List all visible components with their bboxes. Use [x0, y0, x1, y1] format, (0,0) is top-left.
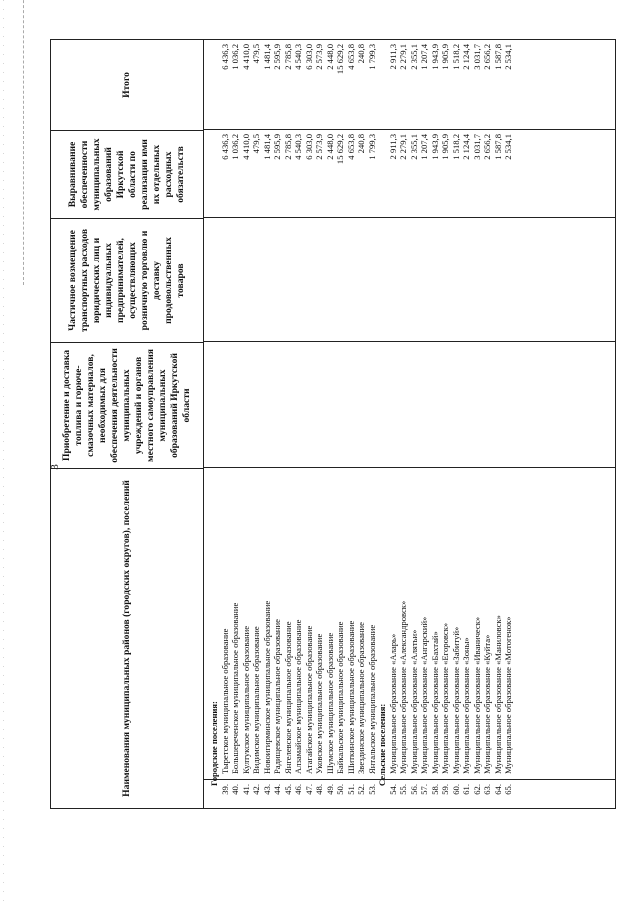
- table-row: [472, 40, 483, 808]
- row-equalization-value: 1 905,9: [440, 134, 450, 160]
- row-name: Новоигирминское муниципальное образование: [261, 600, 272, 774]
- row-total-value: 2 534,1: [503, 44, 513, 70]
- table-row: [461, 40, 472, 808]
- row-total-value: 479,5: [251, 44, 261, 64]
- row-name: Янгелевское муниципальное образование: [282, 621, 293, 774]
- row-name: Радищевское муниципальное образование: [272, 619, 282, 774]
- table-row: [388, 40, 399, 808]
- row-total-value: 1 518,2: [450, 44, 461, 70]
- row-name: Муниципальное образование «Куйта»: [482, 634, 492, 774]
- row-number: 40.: [230, 784, 240, 795]
- row-number: 59.: [440, 784, 450, 795]
- row-equalization-value: 2 573,9: [314, 134, 324, 160]
- row-name: Муниципальное образование «Ангарский»: [419, 616, 429, 774]
- row-equalization-value: 1 518,2: [450, 134, 461, 160]
- row-equalization-value: 2 279,1: [398, 134, 408, 160]
- row-name: Муниципальное образование «Бахтай»: [429, 631, 440, 774]
- table-row: [493, 40, 504, 808]
- row-equalization-value: 4 653,8: [345, 134, 356, 160]
- row-number: 45.: [282, 784, 293, 795]
- table-row: [409, 40, 420, 808]
- table-row: [430, 40, 441, 808]
- row-number: 63.: [482, 784, 492, 795]
- table-row: [304, 40, 315, 808]
- row-equalization-value: 1 799,3: [366, 134, 377, 160]
- row-equalization-value: 6 303,0: [303, 134, 314, 160]
- table-row: [325, 40, 336, 808]
- table-row: [503, 40, 514, 808]
- row-equalization-value: 15 629,2: [335, 134, 345, 165]
- row-total-value: 1 587,8: [492, 44, 503, 70]
- table-row: [419, 40, 430, 808]
- page-number: 3: [48, 464, 61, 470]
- row-total-value: 1 036,2: [230, 44, 240, 70]
- row-total-value: 2 595,9: [272, 44, 282, 70]
- row-total-value: 4 540,3: [293, 44, 303, 70]
- row-name: Уковское муниципальное образование: [314, 633, 324, 774]
- row-equalization-value: 2 448,0: [324, 134, 335, 160]
- table-row: [230, 40, 241, 808]
- row-equalization-value: 2 911,3: [387, 134, 398, 160]
- row-total-value: 4 410,0: [240, 44, 251, 70]
- row-equalization-value: 1 036,2: [230, 134, 240, 160]
- row-total-value: 1 943,9: [429, 44, 440, 70]
- row-number: 62.: [471, 784, 482, 795]
- row-equalization-value: 1 481,4: [261, 134, 272, 160]
- row-equalization-value: 240,8: [356, 134, 366, 154]
- row-number: 65.: [503, 784, 513, 795]
- row-equalization-value: 1 587,8: [492, 134, 503, 160]
- row-number: 39.: [219, 784, 230, 795]
- row-equalization-value: 4 410,0: [240, 134, 251, 160]
- table-row: [262, 40, 273, 808]
- scan-artifact-line: [23, 0, 24, 285]
- table-row: [398, 40, 409, 808]
- row-total-value: 1 905,9: [440, 44, 450, 70]
- row-equalization-value: 4 540,3: [293, 134, 303, 160]
- row-name: Атагайское муниципальное образование: [303, 625, 314, 774]
- row-name: Шиткинское муниципальное образование: [345, 620, 356, 774]
- row-number: 55.: [398, 784, 408, 795]
- row-number: 64.: [492, 784, 503, 795]
- row-name: Шумское муниципальное образование: [324, 632, 335, 774]
- table-row: [251, 40, 262, 808]
- row-number: 53.: [366, 784, 377, 795]
- row-equalization-value: 2 785,8: [282, 134, 293, 160]
- table-row: [293, 40, 304, 808]
- row-number: 41.: [240, 784, 251, 795]
- budget-table: [50, 39, 616, 809]
- row-number: 44.: [272, 784, 282, 795]
- row-name: Муниципальное образование «Зоны»: [461, 637, 471, 774]
- table-row: [356, 40, 367, 808]
- row-total-value: 1 799,3: [366, 44, 377, 70]
- row-equalization-value: 2 656,2: [482, 134, 492, 160]
- table-row: [440, 40, 451, 808]
- row-name: Муниципальное образование «Мотогенок»: [503, 616, 513, 774]
- table-row: [220, 40, 231, 808]
- row-equalization-value: 2 534,1: [503, 134, 513, 160]
- row-name: Янтальское муниципальное образование: [366, 624, 377, 774]
- row-name: Муниципальное образование «Алятьи»: [408, 629, 419, 774]
- row-equalization-value: 2 124,4: [461, 134, 471, 160]
- row-number: 46.: [293, 784, 303, 795]
- row-name: Байкальское муниципальное образование: [335, 621, 345, 774]
- table-row: [272, 40, 283, 808]
- row-total-value: 2 355,1: [408, 44, 419, 70]
- row-number: 57.: [419, 784, 429, 795]
- table-row: [482, 40, 493, 808]
- row-number: 58.: [429, 784, 440, 795]
- table-row: [314, 40, 325, 808]
- table-row: [335, 40, 346, 808]
- row-total-value: 1 207,4: [419, 44, 429, 70]
- row-total-value: 2 448,0: [324, 44, 335, 70]
- row-total-value: 2 785,8: [282, 44, 293, 70]
- table-row: [451, 40, 462, 808]
- row-number: 42.: [251, 784, 261, 795]
- row-total-value: 2 279,1: [398, 44, 408, 70]
- row-total-value: 6 303,0: [303, 44, 314, 70]
- row-name: Большереченское муниципальное образование: [230, 602, 240, 774]
- row-name: Звездинское муниципальное образование: [356, 622, 366, 774]
- table-row: [283, 40, 294, 808]
- table-body: [209, 40, 514, 808]
- row-total-value: 240,8: [356, 44, 366, 64]
- row-number: 49.: [324, 784, 335, 795]
- row-name: Муниципальное образование «Иваническ»: [471, 616, 482, 774]
- table-row: [346, 40, 357, 808]
- row-total-value: 4 653,8: [345, 44, 356, 70]
- row-number: 56.: [408, 784, 419, 795]
- row-number: 51.: [345, 784, 356, 795]
- row-total-value: 2 124,4: [461, 44, 471, 70]
- row-name: Тыретское муниципальное образование: [219, 628, 230, 774]
- row-number: 54.: [387, 784, 398, 795]
- row-number: 47.: [303, 784, 314, 795]
- table-row: [241, 40, 252, 808]
- row-equalization-value: 2 595,9: [272, 134, 282, 160]
- row-name: Алзамайское муниципальное образование: [293, 619, 303, 774]
- row-equalization-value: 1 943,9: [429, 134, 440, 160]
- row-total-value: 2 573,9: [314, 44, 324, 70]
- row-total-value: 15 629,2: [335, 44, 345, 75]
- row-equalization-value: 479,5: [251, 134, 261, 154]
- row-number: 43.: [261, 784, 272, 795]
- header-total: Итого: [51, 40, 204, 130]
- row-total-value: 3 031,7: [471, 44, 482, 70]
- row-total-value: 2 656,2: [482, 44, 492, 70]
- header-equalization: Выравнивание обеспеченности муниципальных образований Иркутской области по реализации ими их отдельных расходных обязательств: [51, 130, 204, 218]
- row-number: 52.: [356, 784, 366, 795]
- section-row: [377, 40, 388, 808]
- header-fuel: Приобретение и доставка топлива и горюче-смазочных материалов, необходимых для обеспечения деятельности муниципальных учреждений и органов местного самоуправления муниципальных образований Иркутской области: [51, 342, 204, 468]
- row-number: 60.: [450, 784, 461, 795]
- row-number: 48.: [314, 784, 324, 795]
- section-label: Городские поселения:: [209, 701, 219, 786]
- section-label: Сельские поселения:: [377, 703, 387, 786]
- row-name: Муниципальное образование «Забитуй»: [450, 626, 461, 774]
- row-equalization-value: 1 207,4: [419, 134, 429, 160]
- section-row: [209, 40, 220, 808]
- header-name: Наименования муниципальных районов (городских округов), поселений: [51, 468, 204, 808]
- table-row: [367, 40, 378, 808]
- row-name: Муниципальное образование «Аларь»: [387, 633, 398, 774]
- row-total-value: 2 911,3: [387, 44, 398, 70]
- row-number: 61.: [461, 784, 471, 795]
- row-total-value: 1 481,4: [261, 44, 272, 70]
- row-name: Муниципальное образование «Маниловск»: [492, 615, 503, 774]
- header-transport: Частичное возмещение транспортных расходов юридических лиц и индивидуальных предпринимателей, осуществляющих розничную торговлю и доставку продовольственных товаров: [51, 218, 204, 342]
- row-equalization-value: 6 436,3: [219, 134, 230, 160]
- row-equalization-value: 3 031,7: [471, 134, 482, 160]
- row-name: Култукское муниципальное образование: [240, 625, 251, 774]
- row-total-value: 6 436,3: [219, 44, 230, 70]
- row-name: Видимское муниципальное образование: [251, 626, 261, 774]
- row-equalization-value: 2 355,1: [408, 134, 419, 160]
- row-name: Муниципальное образование «Егоровск»: [440, 622, 450, 774]
- row-name: Муниципальное образование «Александровск»: [398, 600, 408, 774]
- row-number: 50.: [335, 784, 345, 795]
